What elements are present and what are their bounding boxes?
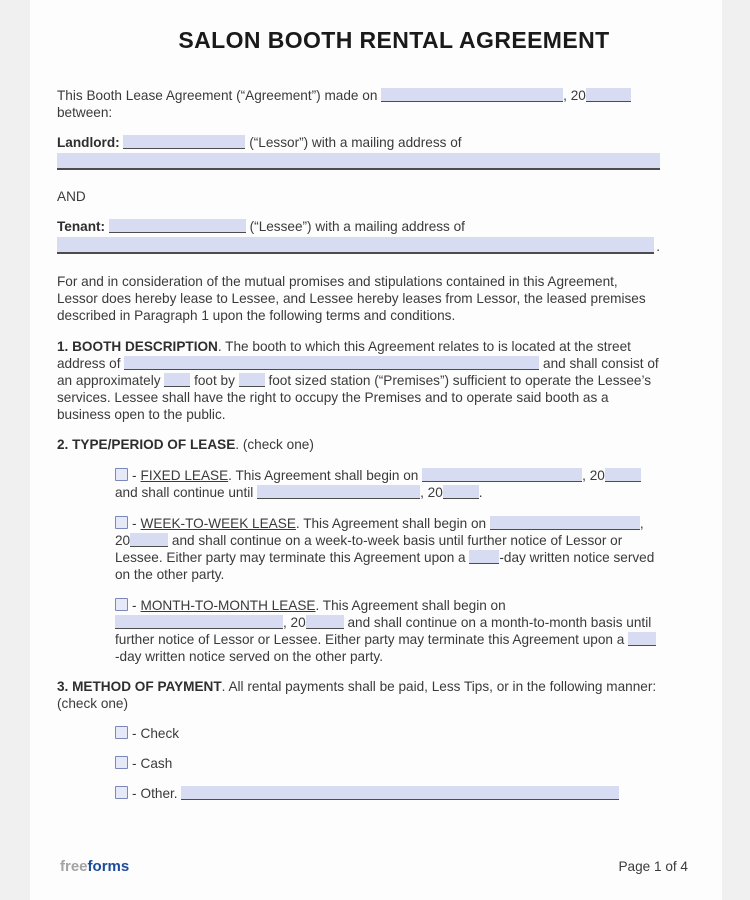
tenant-period: . [656,239,660,254]
week-text-5: -day written notice served on the other party. [115,550,655,582]
check-label: Check [140,726,180,741]
document-page [30,0,722,900]
fixed-start-year-blank[interactable] [605,468,641,482]
fixed-end-date-blank[interactable] [257,485,420,499]
fixed-lease-checkbox[interactable] [115,468,128,481]
landlord-line [57,134,660,151]
section1-text-1: . The booth to which this Agreement relates to is located at the street address of [57,339,631,371]
tenant-address-blank[interactable] [57,237,654,254]
month-to-month-option [115,597,660,665]
fixed-lease-label: FIXED LEASE [140,468,229,483]
other-dash: - [132,786,137,801]
week-start-year-blank[interactable] [130,533,168,547]
page-left-gutter [0,0,30,900]
agreement-year-blank[interactable] [586,88,631,102]
cash-dash: - [132,756,137,771]
section2-heading: 2. TYPE/PERIOD OF LEASE [57,437,236,452]
week-text-4: and shall continue on a week-to-week basis until further notice of Lessor or Lessee. Either party may terminate this Agreement upon a [115,533,623,565]
page-title: SALON BOOTH RENTAL AGREEMENT [178,27,610,53]
week-to-week-option [115,515,660,583]
month-text-4: -day written notice served on the other party. [115,649,383,664]
tenant-name-blank[interactable] [109,219,246,233]
page-right-gutter [722,0,750,900]
tenant-label: Tenant: [57,219,106,234]
fixed-lease-text-1: . This Agreement shall begin on [228,468,423,483]
brand-forms-text: forms [87,858,130,875]
payment-option-check [115,725,660,742]
check-checkbox[interactable] [115,726,128,739]
landlord-text: (“Lessor”) with a mailing address of [245,135,462,150]
section3-heading-line [57,678,660,712]
tenant-line [57,218,660,235]
week-text-2: , [639,516,644,531]
week-text-3: 20 [115,533,131,548]
street-address-blank[interactable] [124,356,539,370]
agreement-date-blank[interactable] [381,88,563,102]
brand-free-text: free [60,858,88,875]
month-start-date-blank[interactable] [115,615,283,629]
month-text-1: . This Agreement shall begin on [315,598,506,613]
week-to-week-dash: - [132,516,137,531]
month-to-month-label: MONTH-TO-MONTH LEASE [140,598,316,613]
week-start-date-blank[interactable] [490,516,640,530]
fixed-lease-dash: - [132,468,137,483]
tenant-address-row [57,237,660,254]
intro-paragraph [57,87,660,121]
section1-heading: 1. BOOTH DESCRIPTION [57,339,218,354]
week-to-week-checkbox[interactable] [115,516,128,529]
fixed-start-date-blank[interactable] [422,468,582,482]
fixed-end-year-blank[interactable] [443,485,479,499]
month-notice-days-blank[interactable] [628,632,656,646]
page-number: Page 1 of 4 [618,859,688,874]
section1-text-4: foot sized station (“Premises”) sufficient to operate the Lessee’s services. Lessee shall have the right to occupy the Premises and to operate said booth as a business open to the public. [57,373,652,422]
month-to-month-dash: - [132,598,137,613]
section3-suffix: . All rental payments shall be paid, Less Tips, or in the following manner: (check one) [57,679,657,711]
month-to-month-checkbox[interactable] [115,598,128,611]
intro-text-1: This Booth Lease Agreement (“Agreement”) made on [57,88,382,103]
other-label: Other. [140,786,178,801]
section1-text-2: and shall consist of an approximately [57,356,659,388]
section2-heading-line [57,436,660,453]
landlord-address-row [57,153,660,170]
month-text-3: and shall continue on a month-to-month basis until further notice of Lessor or Lessee. Either party may terminate this Agreement upon a [115,615,652,647]
section2-suffix: . (check one) [235,437,314,452]
fixed-lease-text-2: , 20 [582,468,605,483]
fixed-lease-text-5: . [478,485,483,500]
landlord-address-blank[interactable] [57,153,660,170]
and-separator: AND [57,189,86,204]
landlord-name-blank[interactable] [123,135,245,149]
booth-width-blank[interactable] [164,373,190,387]
month-text-2: , 20 [283,615,306,630]
other-checkbox[interactable] [115,786,128,799]
week-text-1: . This Agreement shall begin on [295,516,490,531]
fixed-lease-text-4: , 20 [420,485,443,500]
freeforms-logo [60,858,129,875]
intro-text-2: , 20 [563,88,586,103]
booth-length-blank[interactable] [239,373,265,387]
document-body [30,87,722,802]
consideration-paragraph: For and in consideration of the mutual promises and stipulations contained in this Agreement, Lessor does hereby lease to Lessee, and Lessee hereby leases from Lessor, the leased premises described in Paragraph 1 upon the following terms and conditions. [57,274,646,323]
month-start-year-blank[interactable] [306,615,344,629]
intro-text-3: between: [57,105,113,120]
week-to-week-label: WEEK-TO-WEEK LEASE [140,516,296,531]
section1-text-3: foot by [190,373,239,388]
section3-heading: 3. METHOD OF PAYMENT [57,679,222,694]
check-dash: - [132,726,137,741]
fixed-lease-text-3: and shall continue until [115,485,258,500]
fixed-lease-option [115,467,660,501]
landlord-label: Landlord: [57,135,120,150]
week-notice-days-blank[interactable] [469,550,499,564]
cash-checkbox[interactable] [115,756,128,769]
payment-option-cash [115,755,660,772]
payment-option-other [115,785,660,802]
page-footer [0,858,750,875]
tenant-text: (“Lessee”) with a mailing address of [245,219,465,234]
other-payment-blank[interactable] [181,786,619,800]
section1-paragraph [57,338,660,423]
cash-label: Cash [140,756,173,771]
